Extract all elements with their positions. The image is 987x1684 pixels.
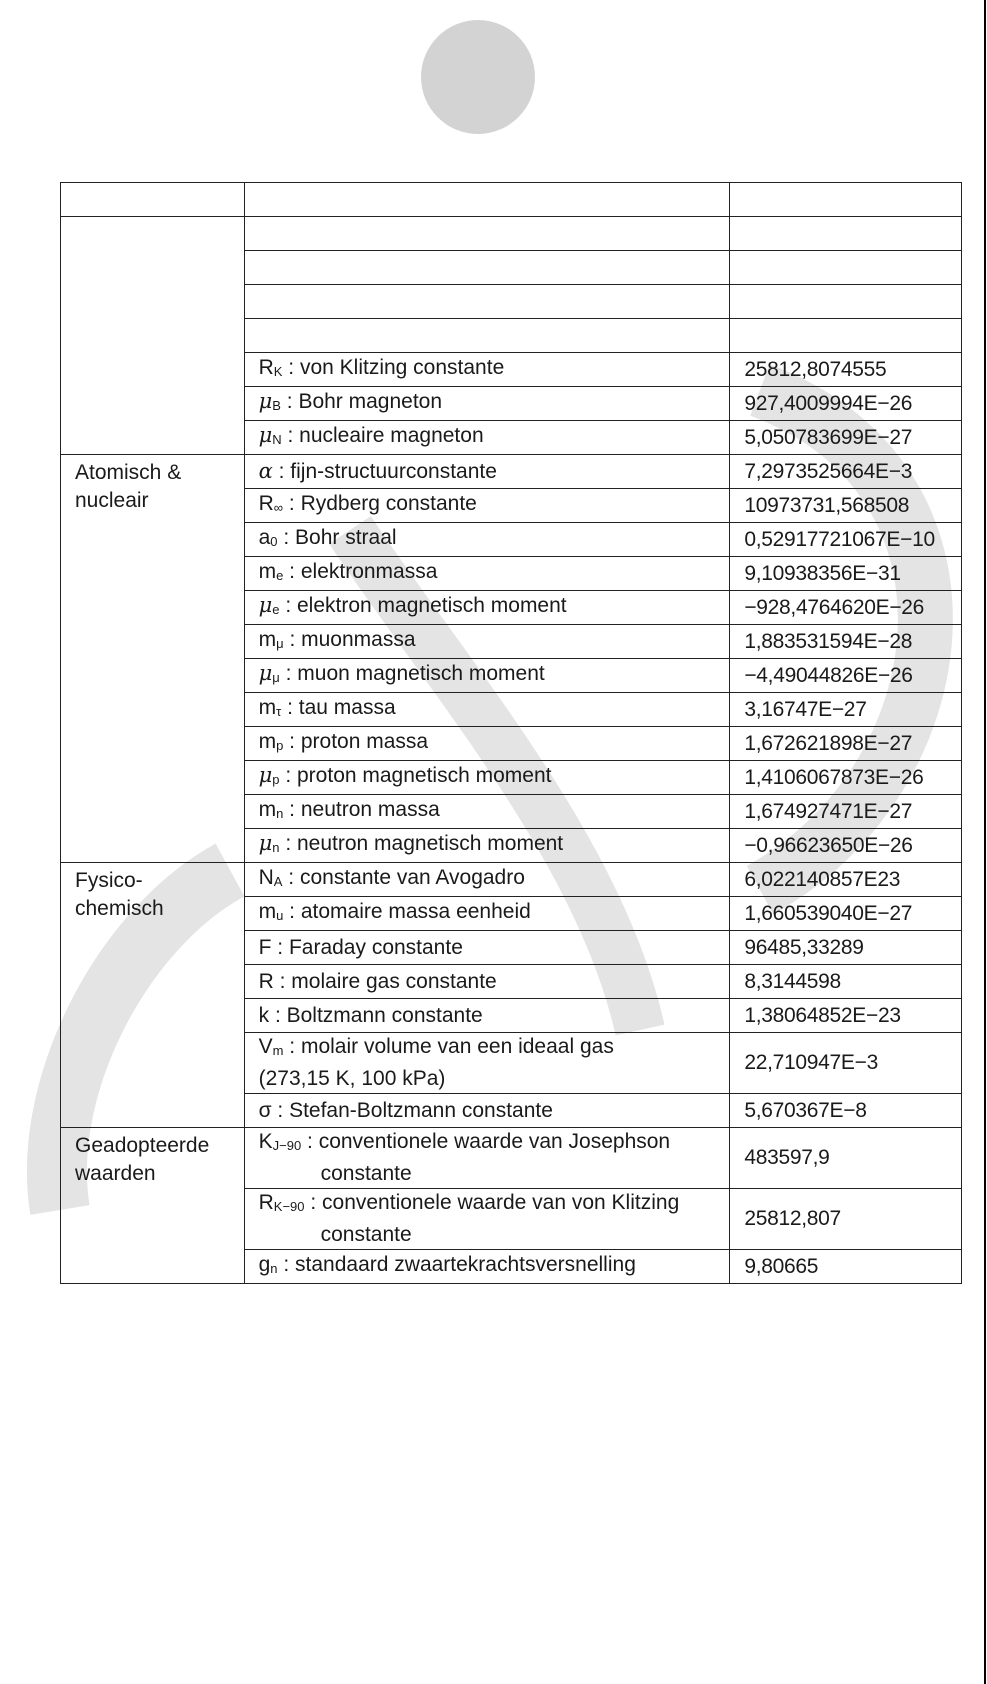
constant-value-text: 25812,8074555 (744, 357, 887, 381)
constant-subscript: n (272, 840, 280, 855)
constant-name: : von Klitzing constante (282, 355, 505, 379)
constant-symbol: m (258, 695, 277, 719)
constant-symbol: m (258, 729, 277, 753)
constant-symbol: μ (258, 763, 273, 787)
constant-name: : nucleaire magneton (281, 424, 484, 447)
constant-value-text: 1,38064852E−23 (744, 1003, 901, 1027)
constant-value (730, 1128, 962, 1189)
constant-name-cell (244, 761, 730, 795)
constant-value-text: 22,710947E−3 (744, 1051, 878, 1074)
constant-value (730, 625, 962, 659)
constant-value-text: 9,80665 (744, 1254, 819, 1278)
constant-value (730, 999, 962, 1033)
constant-name: : standaard zwaartekrachtsversnelling (277, 1252, 636, 1276)
constant-symbol: R (258, 1191, 274, 1214)
constant-name-cell (244, 897, 730, 931)
constant-symbol: m (258, 627, 277, 651)
constant-symbol: R (258, 355, 274, 379)
table-header-row (61, 183, 962, 217)
constant-value (730, 217, 962, 251)
constant-subscript: n (270, 1260, 278, 1276)
constant-symbol: μ (258, 389, 273, 413)
constant-symbol: μ (258, 831, 273, 855)
constant-subscript: μ (276, 635, 284, 651)
constant-value-text: 5,670367E−8 (744, 1098, 867, 1122)
constant-name: : Bohr magneton (280, 390, 443, 413)
constant-name-cell (244, 659, 730, 693)
constant-symbol: μ (258, 423, 273, 447)
constant-value-text: −928,4764620E−26 (744, 595, 925, 619)
constant-value (730, 897, 962, 931)
constant-subscript: N (272, 432, 282, 447)
constant-value (730, 693, 962, 727)
constant-symbol: μ (258, 661, 273, 685)
constant-value-text: 1,672621898E−27 (744, 731, 913, 755)
constant-name-cell (244, 1094, 730, 1128)
constant-value (730, 931, 962, 965)
constant-value (730, 659, 962, 693)
constant-value (730, 489, 962, 523)
constant-value-text: 0,52917721067E−10 (744, 527, 935, 551)
constant-value-text: 5,050783699E−27 (744, 425, 913, 449)
constant-name: : fijn-structuurconstante (272, 460, 497, 483)
group-label (61, 217, 245, 455)
constant-name-cell (244, 285, 730, 319)
constant-symbol: α (258, 459, 273, 483)
constant-name: : conventionele waarde van Josephson (301, 1130, 671, 1153)
constant-subscript: e (276, 567, 284, 583)
constant-name: : Stefan-Boltzmann constante (271, 1098, 553, 1122)
constant-value (730, 557, 962, 591)
constant-value (730, 1189, 962, 1250)
constant-subscript: J−90 (272, 1138, 302, 1153)
constant-name: : Rydberg constante (283, 491, 477, 515)
constant-value (730, 319, 962, 353)
constant-subscript: B (272, 398, 281, 413)
group-label: Fysico-chemisch (61, 863, 245, 1128)
constant-subscript: τ (276, 703, 282, 719)
constant-value (730, 591, 962, 625)
header-value (730, 183, 962, 217)
constant-name-cell (244, 863, 730, 897)
constant-name: : conventionele waarde van von Klitzing (304, 1191, 680, 1214)
constant-subscript: K (273, 363, 283, 379)
constant-name-line2: constante (320, 1223, 412, 1246)
constant-value-text: 3,16747E−27 (744, 697, 867, 721)
constant-value-text: 8,3144598 (744, 969, 841, 993)
constant-name-cell (244, 421, 730, 455)
constant-name-cell (244, 489, 730, 523)
constant-name-cell (244, 523, 730, 557)
constant-value (730, 795, 962, 829)
constant-name: : atomaire massa eenheid (283, 899, 531, 923)
constant-subscript: u (276, 907, 284, 923)
constant-symbol: σ (258, 1098, 272, 1122)
group-label: Geadopteerde waarden (61, 1128, 245, 1284)
constant-name-cell (244, 319, 730, 353)
constant-symbol: m (258, 797, 277, 821)
constant-symbol: m (258, 899, 277, 923)
constant-name-line2: constante (320, 1162, 412, 1185)
constant-name-line2: (273,15 K, 100 kPa) (258, 1067, 446, 1090)
constant-value-text: 7,2973525664E−3 (744, 459, 913, 483)
constant-value-text: 9,10938356E−31 (744, 561, 901, 585)
constant-name: : elektronmassa (283, 559, 438, 583)
constant-subscript: μ (272, 670, 280, 685)
constant-name: : tau massa (281, 695, 396, 719)
constant-value (730, 727, 962, 761)
constant-name-cell (244, 829, 730, 863)
constant-symbol: F (258, 935, 272, 959)
constant-value-text: 1,674927471E−27 (744, 799, 913, 823)
constant-symbol: K (258, 1130, 273, 1153)
section-marker-circle (421, 20, 535, 134)
constant-name: : constante van Avogadro (282, 865, 525, 889)
constant-symbol: R (258, 491, 274, 515)
constant-name-cell (244, 693, 730, 727)
constant-value-text: 6,022140857E23 (744, 867, 901, 891)
constant-value-text: 10973731,568508 (744, 493, 910, 517)
constant-subscript: K−90 (273, 1199, 305, 1214)
constant-symbol: a (258, 525, 271, 549)
constant-name-cell (244, 557, 730, 591)
table-row (61, 455, 962, 489)
constant-name: : muonmassa (283, 627, 416, 651)
constant-value (730, 1250, 962, 1284)
constant-name: : neutron magnetisch moment (279, 832, 564, 855)
constant-name-cell (244, 931, 730, 965)
constant-name-cell (244, 217, 730, 251)
constant-value (730, 421, 962, 455)
group-label: Atomisch & nucleair (61, 455, 245, 863)
constant-name: : elektron magnetisch moment (279, 594, 567, 617)
constant-value-text: −4,49044826E−26 (744, 663, 913, 687)
table-row (61, 1128, 962, 1189)
constant-value-text: −0,96623650E−26 (744, 833, 913, 857)
constant-value (730, 1033, 962, 1094)
constant-value (730, 1094, 962, 1128)
constant-subscript: 0 (270, 533, 278, 549)
constant-name: : molaire gas constante (273, 969, 497, 993)
constant-symbol: R (258, 969, 274, 993)
constant-symbol: k (258, 1003, 270, 1027)
page-edge-line (984, 0, 986, 1684)
constant-name-cell (244, 251, 730, 285)
constants-table (60, 182, 962, 1284)
constant-name-cell (244, 387, 730, 421)
constant-value-text: 927,4009994E−26 (744, 391, 913, 415)
constant-subscript: m (272, 1043, 284, 1058)
constant-name: : Boltzmann constante (269, 1003, 483, 1027)
constant-value-text: 1,660539040E−27 (744, 901, 913, 925)
constant-name: : neutron massa (283, 797, 440, 821)
constant-value (730, 761, 962, 795)
constant-symbol: g (258, 1252, 271, 1276)
constant-name-cell (244, 625, 730, 659)
constant-value (730, 251, 962, 285)
constant-subscript: A (273, 873, 283, 889)
constant-subscript: e (272, 602, 280, 617)
constant-value-text: 25812,807 (744, 1207, 841, 1230)
constant-name-cell (244, 591, 730, 625)
constant-value (730, 353, 962, 387)
constant-value-text: 96485,33289 (744, 935, 864, 959)
constant-subscript: p (272, 772, 280, 787)
header-group (61, 183, 245, 217)
constant-value-text: 1,4106067873E−26 (744, 765, 924, 789)
constant-name-cell (244, 1128, 730, 1189)
constant-name: : proton massa (283, 729, 429, 753)
constant-symbol: μ (258, 593, 273, 617)
constant-value (730, 523, 962, 557)
constant-symbol: N (258, 865, 274, 889)
constant-name-cell (244, 455, 730, 489)
constant-value (730, 455, 962, 489)
constant-name-cell (244, 1189, 730, 1250)
constant-name-cell (244, 965, 730, 999)
constant-value-text: 483597,9 (744, 1146, 830, 1169)
constant-name-cell (244, 795, 730, 829)
constant-value (730, 965, 962, 999)
constant-value (730, 829, 962, 863)
constant-value-text: 1,883531594E−28 (744, 629, 913, 653)
constant-subscript: ∞ (273, 499, 284, 515)
constant-name: : molair volume van een ideaal gas (283, 1035, 614, 1058)
constant-subscript: p (276, 737, 284, 753)
constant-symbol: m (258, 559, 277, 583)
constant-name-cell (244, 353, 730, 387)
constant-name-cell (244, 1250, 730, 1284)
constant-name-cell (244, 1033, 730, 1094)
constant-name: : Bohr straal (277, 525, 397, 549)
constant-value (730, 863, 962, 897)
table-row (61, 217, 962, 251)
table-row (61, 863, 962, 897)
constant-symbol: V (258, 1035, 273, 1058)
constant-name-cell (244, 999, 730, 1033)
constant-subscript: n (276, 805, 284, 821)
constant-name: : Faraday constante (271, 935, 463, 959)
constant-name-cell (244, 727, 730, 761)
constant-name: : proton magnetisch moment (279, 764, 552, 787)
header-constant (244, 183, 730, 217)
constant-name: : muon magnetisch moment (279, 662, 545, 685)
constant-value (730, 285, 962, 319)
constant-value (730, 387, 962, 421)
